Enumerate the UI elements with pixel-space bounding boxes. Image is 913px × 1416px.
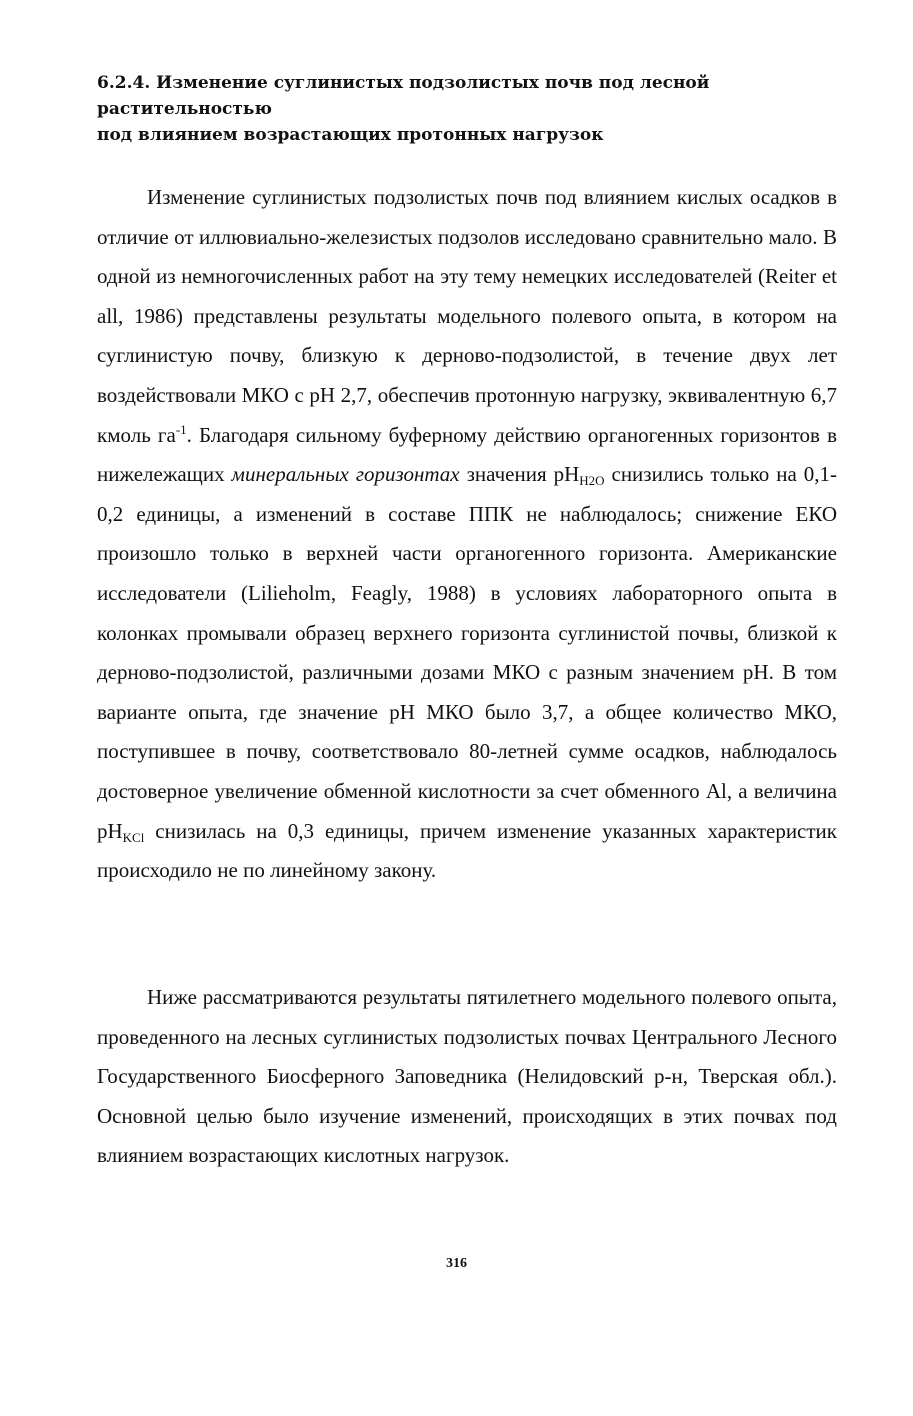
superscript-minus-one: -1 [175,421,187,437]
heading-line-2: растительностью [97,99,272,119]
page-number: 316 [446,1256,467,1271]
paragraph-1-text-5: снизилась на 0,3 единицы, причем изменение указанных характеристик происходило не по линейному закону. [97,818,837,883]
paragraph-1-text-1: Изменение суглинистых подзолистых почв под влиянием кислых осадков в отличие от иллювиально-железистых подзолов исследовано сравнительно мало. В одной из немногочисленных работ на эту тему немецких исследователей (Reiter et all, 1986) представлены результаты модельного полевого опыта, в котором на суглинистую почву, близкую к дерново-подзолистой, в течение двух лет воздействовали МКО с pH 2,7, обеспечив протонную нагрузку, эквивалентную 6,7 кмоль га [97,185,837,447]
heading-line-3: под влиянием возрастающих протонных нагрузок [97,125,604,145]
subscript-kcl: KCl [122,829,145,845]
paragraph-1-text-4: снизились только на 0,1-0,2 единицы, а изменений в составе ППК не наблюдалось; снижение ЕКО произошло только в верхней части органогенного горизонта. Американские исследователи (Lilieholm, Feagly, 1988) в условиях лабораторного опыта в колонках промывали образец верхнего горизонта суглинистой почвы, близкой к дерново-подзолистой, различными дозами МКО с разным значением pH. В том варианте опыта, где значение pH МКО было 3,7, а общее количество МКО, поступившее в почву, соответствовало 80-летней сумме осадков, наблюдалось достоверное увеличение обменной кислотности за счет обменного Al, а величина pH [97,462,837,843]
paragraph-1-italic-phrase: минеральных горизонтах [231,462,460,487]
subscript-h2o: H2O [579,473,605,489]
paragraph-2: Ниже рассматриваются результаты пятилетнего модельного полевого опыта, проведенного на лесных суглинистых подзолистых почвах Центрального Лесного Государственного Биосферного Заповедника (Нелидовский р-н, Тверская обл.). Основной целью было изучение изменений, происходящих в этих почвах под влиянием возрастающих кислотных нагрузок. [97,985,837,1168]
section-heading [97,70,837,148]
paragraph-1-text-2: . Благодаря сильному буферному действию органогенных горизонтов в нижележащих [97,422,837,487]
paragraph-1 [97,178,837,891]
heading-line-1: 6.2.4. Изменение суглинистых подзолистых почв под лесной [97,73,710,93]
paragraph-1-text-3: значения pH [459,462,580,487]
